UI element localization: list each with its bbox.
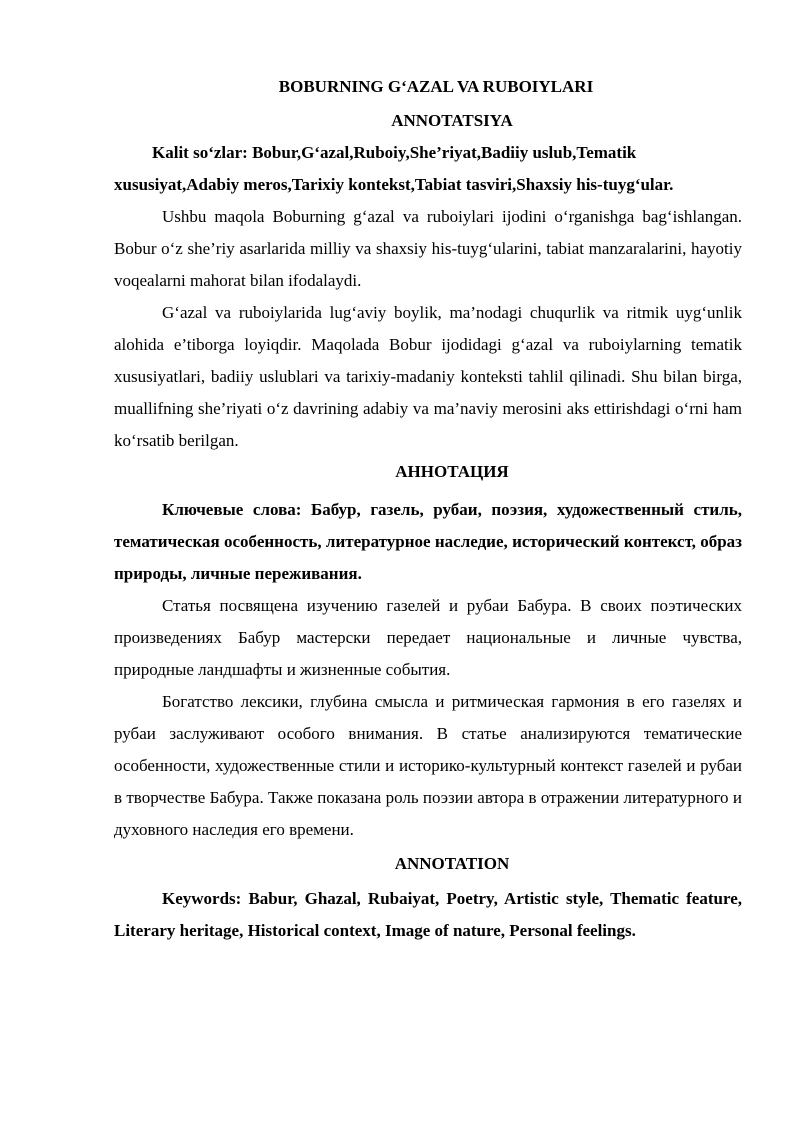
en-keywords: Keywords: Babur, Ghazal, Rubaiyat, Poetry, Artistic style, Thematic feature, Literary heritage, Historical context, Image of nature, Personal feelings. (114, 889, 742, 940)
uz-paragraph-2: G‘azal va ruboiylarida lug‘aviy boylik, ma’nodagi chuqurlik va ritmik uyg‘unlik alohida e’tiborga loyiqdir. Maqolada Bobur ijodidagi g‘azal va ruboiylarning tematik xususiyatlari, badiiy uslublari va tarixiy-madaniy konteksti tahlil qilinadi. Shu bilan birga, muallifning she’riyati o‘z davrining adabiy va ma’naviy merosini aks ettirishdagi o‘rni ham ko‘rsatib berilgan. (114, 303, 742, 450)
document-title: BOBURNING G‘AZAL VA RUBOIYLARI (278, 77, 594, 96)
uz-annotation-heading: ANNOTATSIYA (391, 111, 513, 130)
uz-keywords: Kalit so‘zlar: Bobur,G‘azal,Ruboiy,She’riyat,Badiiy uslub,Tematik xususiyat,Adabiy meros,Tarixiy kontekst,Tabiat tasviri,Shaxsiy his-tuyg‘ular. (114, 143, 674, 194)
ru-keywords: Ключевые слова: Бабур, газель, рубаи, поэзия, художественный стиль, тематическая особенность, литературное наследие, исторический контекст, образ природы, личные переживания. (114, 500, 742, 583)
ru-annotation-heading: АННОТАЦИЯ (395, 462, 509, 481)
uz-paragraph-1: Ushbu maqola Boburning g‘azal va ruboiylari ijodini o‘rganishga bag‘ishlangan. Bobur o‘z she’riy asarlarida milliy va shaxsiy his-tuyg‘ularini, tabiat manzaralarini, hayotiy voqealarni mahorat bilan ifodalaydi. (114, 207, 742, 290)
en-annotation-heading: ANNOTATION (394, 854, 510, 873)
ru-paragraph-1: Статья посвящена изучению газелей и рубаи Бабура. В своих поэтических произведениях Бабур мастерски передает национальные и личные чувства, природные ландшафты и жизненные события. (114, 596, 742, 679)
ru-paragraph-2: Богатство лексики, глубина смысла и ритмическая гармония в его газелях и рубаи заслуживают особого внимания. В статье анализируются тематические особенности, художественные стили и историко-культурный контекст газелей и рубаи в творчестве Бабура. Также показана роль поэзии автора в отражении литературного и духовного наследия его времени. (114, 692, 742, 839)
